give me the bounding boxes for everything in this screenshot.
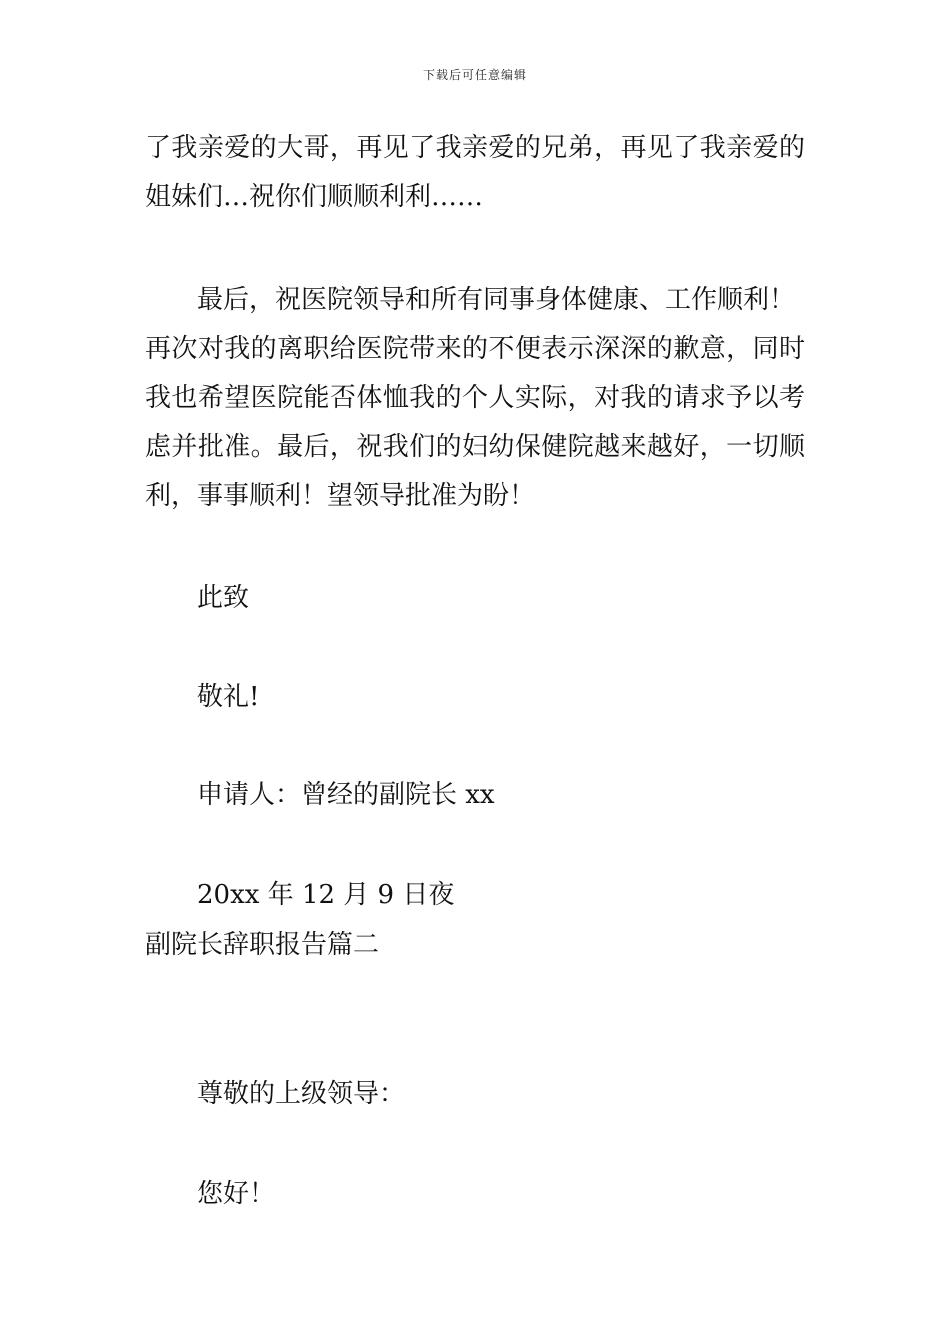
paragraph-2-line-3: 我也希望医院能否体恤我的个人实际，对我的请求予以考 — [145, 383, 805, 413]
paragraph-2-line-5: 利，事事顺利！望领导批准为盼！ — [145, 481, 536, 511]
paragraph-1-line-2: 姐妹们…祝你们顺顺利利…… — [145, 182, 484, 212]
header-note: 下载后可任意编辑 — [422, 68, 527, 82]
closing-date: 20xx 年 12 月 9 日夜 — [197, 880, 455, 910]
paragraph-2-line-2: 再次对我的离职给医院带来的不便表示深深的歉意，同时 — [145, 334, 805, 364]
section-2-title: 副院长辞职报告篇二 — [145, 930, 380, 960]
paragraph-1-line-1: 了我亲爱的大哥，再见了我亲爱的兄弟，再见了我亲爱的 — [145, 133, 805, 163]
closing-applicant: 申请人：曾经的副院长 xx — [197, 780, 495, 810]
closing-regards: 敬礼! — [197, 682, 260, 712]
paragraph-2-line-4: 虑并批准。最后，祝我们的妇幼保健院越来越好，一切顺 — [145, 432, 805, 462]
section-2-addressee: 尊敬的上级领导： — [197, 1079, 406, 1109]
paragraph-2-line-1: 最后，祝医院领导和所有同事身体健康、工作顺利！ — [197, 285, 796, 315]
section-2-greeting: 您好！ — [197, 1179, 276, 1209]
closing-salutation: 此致 — [197, 583, 250, 613]
